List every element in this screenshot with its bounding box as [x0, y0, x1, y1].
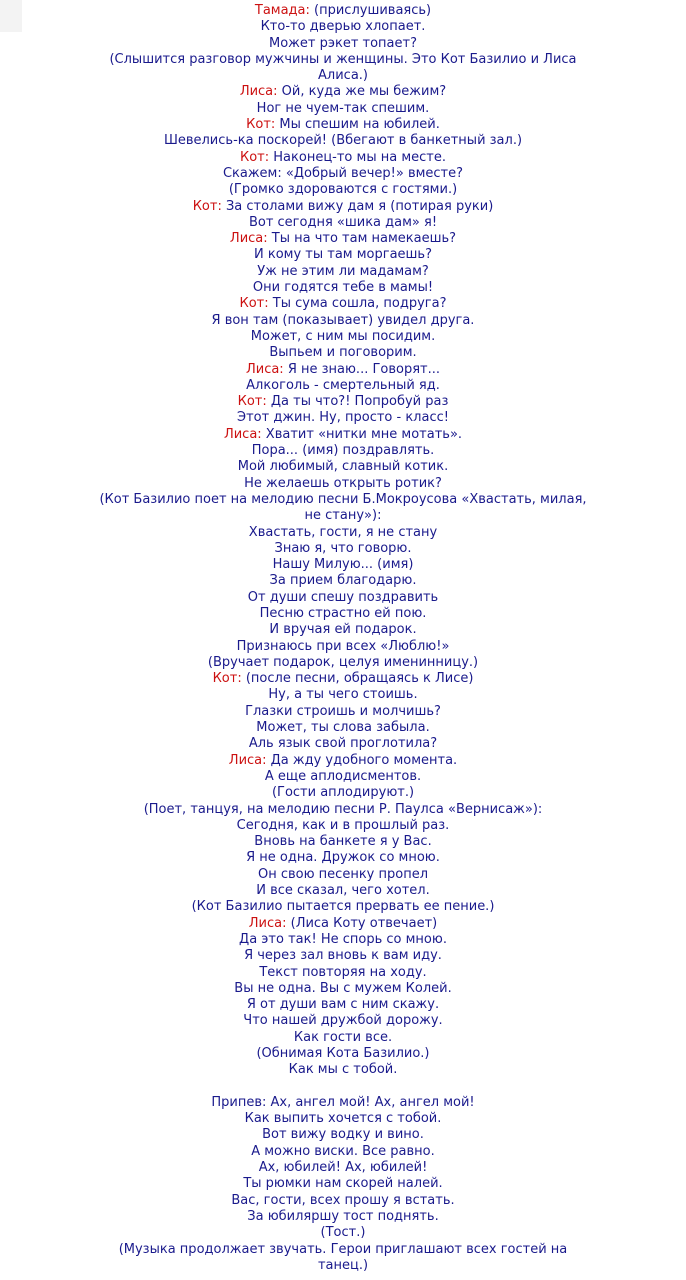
line-text: (Поет, танцуя, на мелодию песни Р. Паулса «Вернисаж»): [143, 801, 543, 817]
text-line [0, 965, 686, 981]
dialogue-line [0, 3, 686, 19]
line-text: Хвастать, гости, я не стану [248, 524, 438, 540]
line-text: Да ты что?! Попробуй раз [266, 394, 449, 410]
line-text: Я не знаю... Говорят... [283, 361, 441, 377]
speaker-name: Кот: [239, 296, 269, 312]
text-line [0, 736, 686, 752]
text-line [0, 769, 686, 785]
speaker-name: Лиса: [223, 426, 262, 442]
script-text [0, 3, 686, 1274]
text-line [0, 883, 686, 899]
line-text: И все сказал, чего хотел. [256, 883, 430, 899]
text-line [0, 1111, 686, 1127]
text-line [0, 818, 686, 834]
line-text: Ах, юбилей! Ах, юбилей! [258, 1160, 428, 1176]
line-text: (Вручает подарок, целуя именинницу.) [207, 654, 479, 670]
line-text: (Громко здороваются с гостями.) [228, 182, 458, 198]
speaker-name: Лиса: [228, 752, 267, 768]
line-text: Вновь на банкете я у Вас. [254, 834, 432, 850]
line-text: Я через зал вновь к вам иду. [244, 948, 442, 964]
line-text: Хватит «нитки мне мотать». [261, 426, 463, 442]
line-text: Мы спешим на юбилей. [275, 117, 440, 133]
text-line [0, 639, 686, 655]
line-text: Я от души вам с ним скажу. [246, 997, 440, 1013]
line-text: А еще аплодисментов. [264, 768, 422, 784]
line-text: Я вон там (показывает) увидел друга. [211, 312, 475, 328]
text-line [0, 948, 686, 964]
dialogue-line [0, 362, 686, 378]
line-text: Скажем: «Добрый вечер!» вместе? [222, 165, 464, 181]
text-line [0, 459, 686, 475]
line-text: Вы не одна. Вы с мужем Колей. [234, 980, 452, 996]
line-text: А можно виски. Все равно. [251, 1143, 435, 1159]
line-text: (после песни, обращаясь к Лисе) [241, 671, 474, 687]
line-text: Наконец-то мы на месте. [269, 149, 446, 165]
line-text: Шевелись-ка поскорей! (Вбегают в банкетный зал.) [163, 133, 523, 149]
line-text: За прием благодарю. [269, 573, 417, 589]
text-line [93, 1242, 593, 1275]
text-line [0, 476, 686, 492]
text-line [0, 1176, 686, 1192]
text-line [0, 834, 686, 850]
line-text: Текст повторяя на ходу. [259, 964, 427, 980]
text-line [0, 1095, 686, 1111]
dialogue-line [0, 916, 686, 932]
text-line [0, 655, 686, 671]
line-text: Припев: Ах, ангел мой! Ах, ангел мой! [211, 1094, 475, 1110]
blank-line [0, 1079, 686, 1095]
text-line [0, 867, 686, 883]
dialogue-line [0, 427, 686, 443]
dialogue-line [0, 117, 686, 133]
line-text: Вот вижу водку и вино. [262, 1127, 424, 1143]
text-line [0, 215, 686, 231]
text-line [0, 899, 686, 915]
line-text: Уж не этим ли мадамам? [257, 263, 429, 279]
text-line [0, 997, 686, 1013]
line-text: Алкоголь - смертельный яд. [246, 377, 440, 393]
text-line [0, 166, 686, 182]
line-text: За юбиляршу тост поднять. [247, 1208, 439, 1224]
text-line [0, 280, 686, 296]
text-line [0, 1062, 686, 1078]
text-line [0, 1225, 686, 1241]
line-text: Ты рюмки нам скорей налей. [243, 1176, 443, 1192]
text-line [0, 590, 686, 606]
line-text: Как выпить хочется с тобой. [244, 1111, 442, 1127]
text-line [0, 606, 686, 622]
text-line [0, 264, 686, 280]
text-line [0, 932, 686, 948]
text-line [0, 101, 686, 117]
line-text: Ой, куда же мы бежим? [277, 84, 447, 100]
line-text: Он свою песенку пропел [257, 866, 429, 882]
text-line [0, 36, 686, 52]
line-text: Сегодня, как и в прошлый раз. [236, 817, 450, 833]
line-text: Что нашей дружбой дорожу. [243, 1013, 443, 1029]
dialogue-line [0, 671, 686, 687]
text-line [0, 704, 686, 720]
text-line [0, 541, 686, 557]
line-text: И вручая ей подарок. [269, 622, 417, 638]
line-text: Пора... (имя) поздравлять. [251, 443, 435, 459]
text-line [0, 573, 686, 589]
speaker-name: Тамада: [254, 3, 310, 18]
text-line [0, 1144, 686, 1160]
text-line [0, 850, 686, 866]
text-line [0, 687, 686, 703]
speaker-name: Кот: [246, 117, 276, 133]
line-text: И кому ты там моргаешь? [253, 247, 432, 263]
line-text: (прислушиваясь) [309, 3, 432, 18]
line-text: (Тост.) [320, 1225, 366, 1241]
text-line [0, 557, 686, 573]
line-text: Песню страстно ей пою. [259, 605, 427, 621]
text-line [0, 981, 686, 997]
line-text: Они годятся тебе в мамы! [252, 280, 434, 296]
text-line [0, 785, 686, 801]
line-text: Аль язык свой проглотила? [248, 736, 438, 752]
text-line [0, 720, 686, 736]
line-text: Глазки строишь и молчишь? [245, 703, 441, 719]
text-line [0, 345, 686, 361]
dialogue-line [0, 394, 686, 410]
text-line [0, 182, 686, 198]
line-text: (Лиса Коту отвечает) [286, 915, 438, 931]
dialogue-line [0, 753, 686, 769]
text-line [0, 1013, 686, 1029]
speaker-name: Кот: [192, 198, 222, 214]
dialogue-line [0, 150, 686, 166]
line-text: Этот джин. Ну, просто - класс! [237, 410, 449, 426]
text-line [0, 1127, 686, 1143]
line-text: Я не одна. Дружок со мною. [246, 850, 440, 866]
line-text: (Кот Базилио пытается прервать ее пение.) [191, 899, 495, 915]
line-text: Нашу Милую... (имя) [272, 557, 414, 573]
dialogue-line [0, 296, 686, 312]
speaker-name: Лиса: [248, 915, 287, 931]
line-text: Ты сума сошла, подруга? [268, 296, 447, 312]
text-line [0, 1160, 686, 1176]
line-text: Не желаешь открыть ротик? [244, 475, 442, 491]
line-text: Да это так! Не спорь со мною. [239, 931, 447, 947]
line-text: Выпьем и поговорим. [269, 345, 417, 361]
line-text: Ты на что там намекаешь? [267, 231, 457, 247]
line-text: (Кот Базилио поет на мелодию песни Б.Мокроусова «Хвастать, милая, не стану»): [99, 491, 587, 524]
text-line [0, 410, 686, 426]
line-text: Может рэкет топает? [269, 35, 417, 51]
text-line [0, 525, 686, 541]
text-line [0, 443, 686, 459]
text-line [0, 1030, 686, 1046]
text-line [93, 52, 593, 85]
speaker-name: Лиса: [245, 361, 284, 377]
line-text: Кто-то дверью хлопает. [260, 19, 426, 35]
text-line [0, 133, 686, 149]
line-text: Как мы с тобой. [288, 1062, 398, 1078]
line-text: (Слышится разговор мужчины и женщины. Это Кот Базилио и Лиса Алиса.) [109, 51, 577, 84]
dialogue-line [0, 84, 686, 100]
line-text: Признаюсь при всех «Люблю!» [236, 638, 450, 654]
line-text: Может, ты слова забыла. [256, 720, 430, 736]
line-text: Ног не чуем-так спешим. [256, 100, 430, 116]
dialogue-line [0, 231, 686, 247]
line-text: (Музыка продолжает звучать. Герои приглашают всех гостей на танец.) [118, 1241, 568, 1273]
line-text: Да жду удобного момента. [266, 752, 458, 768]
dialogue-line [0, 199, 686, 215]
text-line [0, 622, 686, 638]
text-line [93, 492, 593, 525]
line-text: От души спешу поздравить [247, 589, 439, 605]
text-line [0, 247, 686, 263]
text-line [0, 378, 686, 394]
speaker-name: Кот: [212, 671, 242, 687]
line-text: (Обнимая Кота Базилио.) [256, 1046, 430, 1061]
line-text: (Гости аплодируют.) [271, 785, 415, 801]
text-line [0, 1193, 686, 1209]
line-text: Мой любимый, славный котик. [237, 459, 449, 475]
text-line [0, 329, 686, 345]
line-text: Вас, гости, всех прошу я встать. [231, 1192, 455, 1208]
text-line [0, 1209, 686, 1225]
line-text: Как гости все. [293, 1029, 393, 1045]
text-line [0, 802, 686, 818]
line-text: Знаю я, что говорю. [274, 540, 412, 556]
line-text: Может, с ним мы посидим. [250, 328, 436, 344]
speaker-name: Лиса: [229, 231, 268, 247]
line-text: Ну, а ты чего стоишь. [268, 687, 418, 703]
text-line [0, 19, 686, 35]
line-text: Вот сегодня «шика дам» я! [248, 214, 438, 230]
speaker-name: Кот: [240, 149, 270, 165]
text-line [0, 1046, 686, 1062]
text-line [0, 313, 686, 329]
speaker-name: Лиса: [239, 84, 278, 100]
line-text: За столами вижу дам я (потирая руки) [221, 198, 494, 214]
speaker-name: Кот: [237, 394, 267, 410]
